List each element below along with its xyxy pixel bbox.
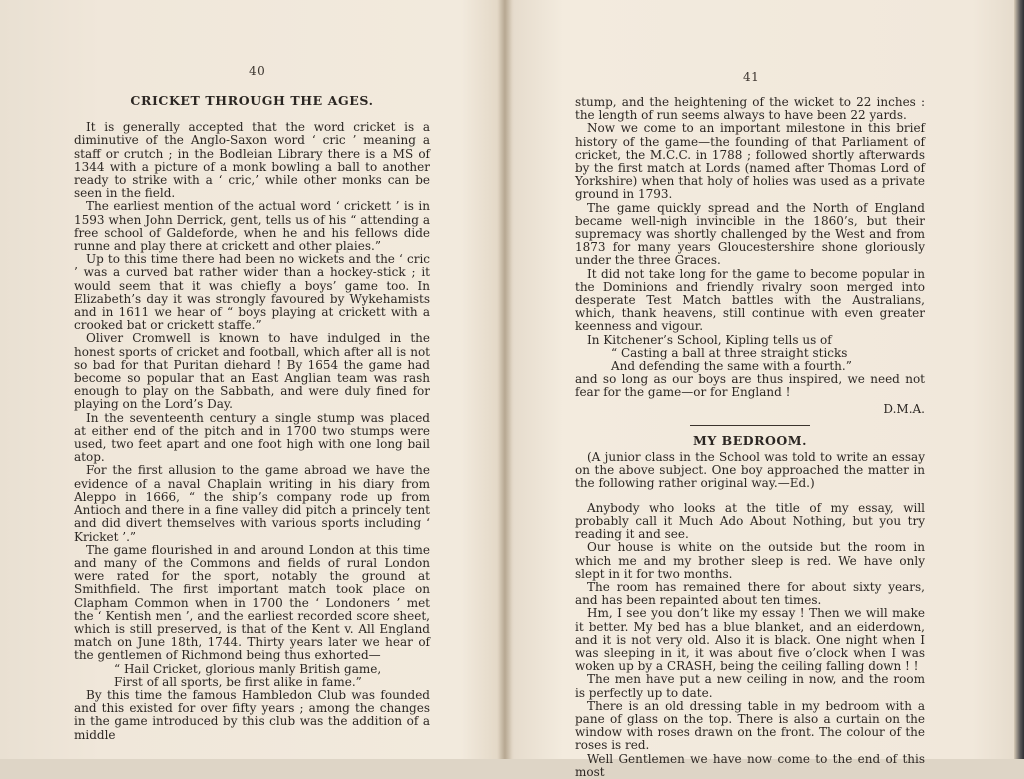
paragraph: For the first allusion to the game abroad we have the evidence of a naval Chaplain writing in his diary from Aleppo in 1666, “ the ship’s company rode up from Antioch and there in a fine valley did pitch a princely tent and did divert themselves with various sports including ‘ Kricket ’.”	[74, 463, 430, 544]
right-page	[505, 0, 1024, 779]
section-divider	[690, 425, 810, 426]
page-number: 41	[743, 70, 760, 84]
paragraph: By this time the famous Hambledon Club was founded and this existed for over fifty years ; among the changes in the game introduced by this club was the addition of a middle	[74, 687, 430, 742]
paragraph: It is generally accepted that the word cricket is a diminutive of the Anglo-Saxon word ‘ cric ’ meaning a staff or crutch ; in the Bodleian Library there is a MS of 1344 with a picture of a monk bowling a ball to another ready to strike with a ‘ cric,’ while other monks can be seen in the field.	[74, 120, 430, 201]
paragraph: It did not take long for the game to become popular in the Dominions and friendly rivalry soon merged into desperate Test Match battles with the Australians, which, thank heavens, still continue with even greater keenness and vigour.	[575, 266, 925, 334]
paragraph: Up to this time there had been no wickets and the ‘ cric ’ was a curved bat rather wider than a hockey-stick ; it would seem that it was chiefly a boys’ game too. In Elizabeth’s day it was strongly favoured by Wykehamists and in 1611 we hear of “ boys playing at crickett with a crooked bat or crickett staffe.”	[74, 252, 430, 333]
right-column	[575, 96, 925, 779]
paragraph: The room has remained there for about sixty years, and has been repainted about ten times.	[575, 579, 925, 608]
left-page	[0, 0, 505, 759]
paragraph: Well Gentlemen we have now come to the end of this most	[575, 751, 925, 779]
paragraph: and so long as our boys are thus inspired, we need not fear for the game—or for England !	[575, 372, 925, 400]
paragraph: In the seventeenth century a single stump was placed at either end of the pitch and in 1700 two stumps were used, two feet apart and one foot high with one long bail atop.	[74, 410, 430, 465]
paragraph: Now we come to an important milestone in this brief history of the game—the founding of that Parliament of cricket, the M.C.C. in 1788 ; followed shortly afterwards by the first match at Lords (named after Thomas Lord of Yorkshire) when that holy of holies was used as a private ground in 1793.	[575, 121, 925, 202]
page-number: 40	[249, 64, 266, 78]
paragraph: Anybody who looks at the title of my essay, will probably call it Much Ado About Nothing, but you try reading it and see.	[575, 500, 925, 542]
paragraph: Our house is white on the outside but the room in which me and my brother sleep is red. We have only slept in it for two months.	[575, 540, 925, 581]
paragraph: The game quickly spread and the North of England became well-nigh invincible in the 1860’s, but their supremacy was shortly challenged by the West and from 1873 for many years Gloucestershire shone gloriously under the three Graces.	[575, 200, 925, 268]
verse-line: First of all sports, be first alike in fame.”	[114, 674, 362, 689]
paragraph: There is an old dressing table in my bedroom with a pane of glass on the top. There is also a curtain on the window with roses drawn on the front. The colour of the roses is red.	[575, 698, 925, 753]
paragraph: The earliest mention of the actual word ‘ crickett ’ is in 1593 when John Derrick, gent, tells us of his “ attending a free school of Galdeforde, when he and his fellows dide runne and play there at crickett and other plaies.”	[74, 199, 430, 254]
left-column	[74, 94, 430, 742]
paragraph: In Kitchener’s School, Kipling tells us of	[587, 332, 832, 347]
verse-line: And defending the same with a fourth.”	[611, 359, 852, 374]
article-title: CRICKET THROUGH THE AGES.	[130, 93, 374, 108]
paragraph: The game flourished in and around London at this time and many of the Commons and fields of rural London were rated for the sport, notably the ground at Smithfield. The first important match took place on Clapham Common when in 1700 the ‘ Londoners ’ met the ‘ Kentish men ’, and the earliest recorded score sheet, which is still preserved, is that of the Kent v. All England match on June 18th, 1744. Thirty years later we hear of the gentlemen of Richmond being thus exhorted—	[74, 542, 430, 663]
paragraph-continuation: stump, and the heightening of the wicket to 22 inches : the length of run seems always to have been 22 yards.	[575, 95, 925, 123]
paragraph: The men have put a new ceiling in now, and the room is perfectly up to date.	[575, 672, 925, 700]
verse-line: “ Hail Cricket, glorious manly British game,	[114, 661, 382, 676]
verse-line: “ Casting a ball at three straight sticks	[611, 345, 848, 360]
essay-title: MY BEDROOM.	[693, 432, 807, 448]
author-signature: D.M.A.	[883, 401, 925, 416]
paragraph: Oliver Cromwell is known to have indulged in the honest sports of cricket and football, which after all is not so bad for that Puritan diehard ! By 1654 the game had become so popular that an East Anglian team was rash enough to play on the Sabbath, and were duly fined for playing on the Lord’s Day.	[74, 331, 430, 412]
paragraph: Hm, I see you don’t like my essay ! Then we will make it better. My bed has a blue blanket, and an eiderdown, and it is not very old. Also it is black. One night when I was sleeping in it, it was about five o’clock when I was woken up by a CRASH, being the ceiling falling down ! !	[575, 606, 925, 674]
editor-note: (A junior class in the School was told to write an essay on the above subject. One boy approached the matter in the following rather original way.—Ed.)	[575, 450, 925, 491]
